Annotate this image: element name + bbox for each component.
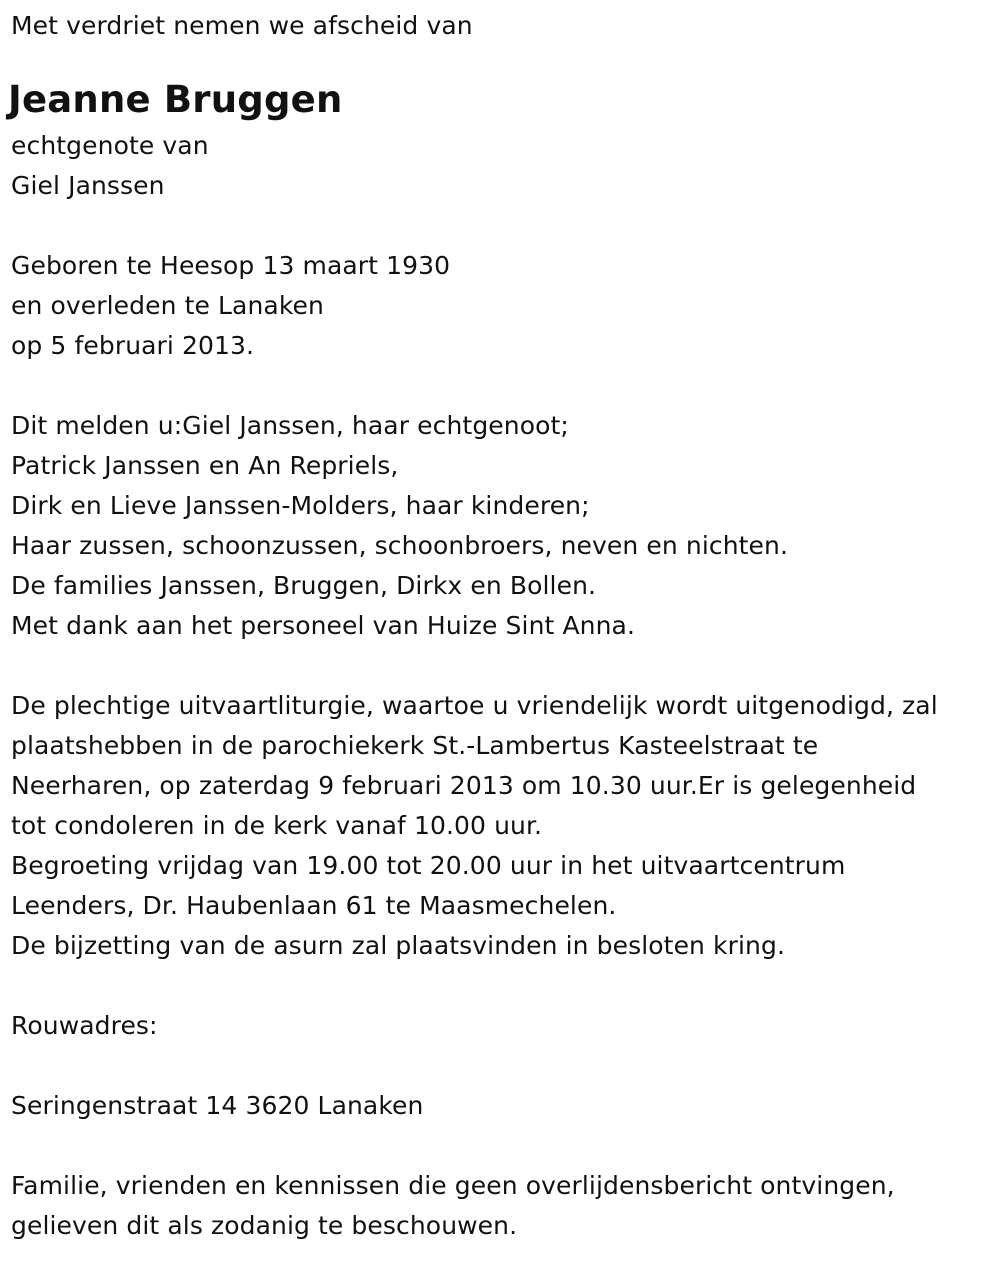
ceremony-line: plaatshebben in de parochiekerk St.-Lambertus Kasteelstraat te <box>11 731 819 760</box>
announcer-line: De families Janssen, Bruggen, Dirkx en Bollen. <box>11 571 597 600</box>
spacer <box>11 1046 996 1086</box>
spacer <box>11 366 996 406</box>
ceremony-line: De bijzetting van de asurn zal plaatsvinden in besloten kring. <box>11 931 786 960</box>
announcer-line: Met dank aan het personeel van Huize Sint Anna. <box>11 611 636 640</box>
death-notice <box>8 6 996 1246</box>
intro-text: Met verdriet nemen we afscheid van <box>11 11 473 40</box>
ceremony-line: Begroeting vrijdag van 19.00 tot 20.00 uur in het uitvaartcentrum <box>11 851 846 880</box>
spacer <box>11 646 996 686</box>
ceremony-line: tot condoleren in de kerk vanaf 10.00 uur. <box>11 811 543 840</box>
closing-section <box>11 1166 996 1246</box>
announcer-line: Patrick Janssen en An Repriels, <box>11 451 399 480</box>
death-date-line: op 5 februari 2013. <box>11 331 255 360</box>
ceremony-line: Neerharen, op zaterdag 9 februari 2013 om 10.30 uur.Er is gelegenheid <box>11 771 917 800</box>
closing-line: Familie, vrienden en kennissen die geen overlijdensbericht ontvingen, <box>11 1171 895 1200</box>
spacer <box>11 966 996 1006</box>
announcer-line: Dit melden u:Giel Janssen, haar echtgenoot; <box>11 411 569 440</box>
ceremony-line: De plechtige uitvaartliturgie, waartoe u vriendelijk wordt uitgenodigd, zal <box>11 691 938 720</box>
death-place-line: en overleden te Lanaken <box>11 291 324 320</box>
spacer <box>11 206 996 246</box>
ceremony-line: Leenders, Dr. Haubenlaan 61 te Maasmechelen. <box>11 891 617 920</box>
spouse-name: Giel Janssen <box>11 171 165 200</box>
spacer <box>11 1126 996 1166</box>
announcers-section <box>11 406 996 646</box>
birth-line: Geboren te Heesop 13 maart 1930 <box>11 251 451 280</box>
life-dates-section <box>11 246 996 366</box>
spouse-relation: echtgenote van <box>11 131 209 160</box>
deceased-name: Jeanne Bruggen <box>8 78 343 121</box>
mourning-address: Seringenstraat 14 3620 Lanaken <box>11 1091 424 1120</box>
ceremony-section <box>11 686 996 966</box>
mourning-address-label: Rouwadres: <box>11 1011 158 1040</box>
announcer-line: Haar zussen, schoonzussen, schoonbroers, neven en nichten. <box>11 531 789 560</box>
closing-line: gelieven dit als zodanig te beschouwen. <box>11 1211 518 1240</box>
announcer-line: Dirk en Lieve Janssen-Molders, haar kinderen; <box>11 491 590 520</box>
